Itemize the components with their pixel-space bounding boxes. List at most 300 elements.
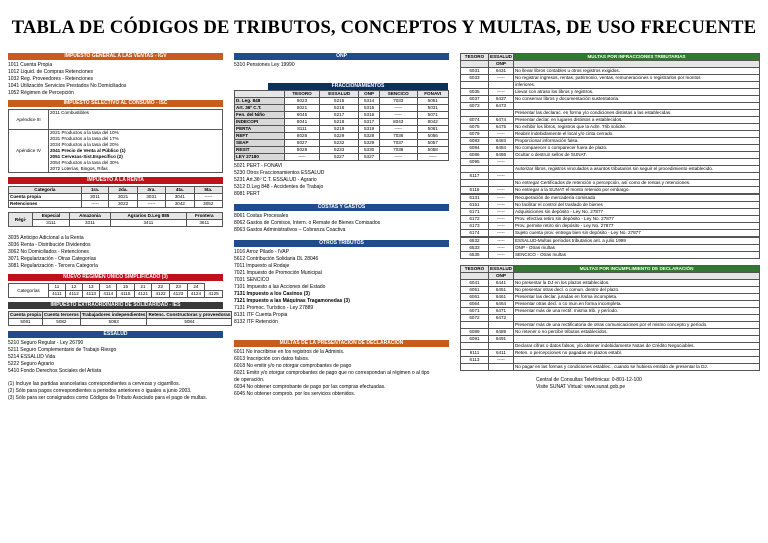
table-cell: 6172 — [461, 216, 489, 223]
table-cell: Presentar las declarac. en forma y/o condiciones distintas a las establecidas. — [513, 110, 759, 117]
table-cell: SENCICO - Otras multas — [513, 252, 759, 259]
table-row — [461, 343, 760, 350]
table-cell — [513, 315, 759, 322]
table-cell: 21 — [134, 284, 152, 291]
table-row — [235, 154, 449, 161]
table-cell: LEY 27180 — [235, 154, 285, 161]
table-cell: 6041 — [461, 280, 489, 287]
onp-item: 5310 Pensiones Ley 19990 — [234, 62, 295, 68]
table-cell: ONP — [359, 91, 380, 98]
frac-item: 5021 PERT - FONAVI — [234, 163, 283, 169]
essalud-header: ESSALUD — [8, 331, 223, 338]
table-cell: 5056 — [417, 133, 448, 140]
table-cell: ----- — [489, 252, 514, 259]
table-cell: 6086 — [461, 152, 489, 159]
isc-item: 2031 Productos a la tasa del 17% — [50, 136, 119, 141]
table-header: ESSALUD — [490, 54, 512, 59]
essalud-item: 5214 ESSALUD Vida — [8, 354, 56, 360]
otros-list — [234, 249, 449, 326]
renta-list — [8, 235, 223, 270]
table-cell: 23 — [169, 284, 187, 291]
table-row — [461, 238, 760, 245]
table-cell: 6151 — [461, 202, 489, 209]
table-cell: 7037 — [379, 140, 417, 147]
table-cell: 5082 — [42, 319, 80, 326]
contact-phone: Central de Consultas Telefónicas: 0-801-12-100 — [536, 377, 642, 383]
multa-item: 6013 Inscripción con datos falsos. — [234, 356, 310, 362]
table-cell — [461, 322, 489, 329]
table-cell: No pagar en las formas y condiciones establec., cuando se hubiera emitido de presentar la DJ. — [513, 364, 759, 371]
table-cell: 8028 — [284, 147, 319, 154]
column-middle — [234, 53, 449, 398]
table-cell: Ocultar o destruir sellos de SUNAT. — [513, 152, 759, 159]
table-cell: 6533 — [461, 245, 489, 252]
table-row — [235, 119, 449, 126]
table-row — [461, 216, 760, 223]
table-row — [235, 147, 449, 154]
essalud-item: 5210 Seguro Regular - Ley 26790 — [8, 340, 84, 346]
table-cell: 5227 — [320, 154, 359, 161]
table-cell: 3611 — [186, 220, 222, 227]
table-cell: 3021 — [109, 194, 137, 201]
table-row — [461, 315, 760, 322]
table-row — [235, 98, 449, 105]
table-row — [461, 287, 760, 294]
table-cell: Proporcionar información falsa. — [513, 138, 759, 145]
table-row — [461, 350, 760, 357]
table-cell: ----- — [489, 173, 514, 180]
table-cell: 5083 — [80, 319, 147, 326]
table-cell: 3022 — [109, 201, 137, 208]
table-row — [461, 336, 760, 343]
table-cell: Reten. o percepciones no pagadas en plazos establ. — [513, 350, 759, 357]
table-cell: D. Leg. 848 — [235, 98, 285, 105]
costas-item: 8062 Gastos de Comisos, Intern. o Remate de Bienes Comisados — [234, 220, 381, 226]
table-cell: 6037 — [461, 96, 489, 103]
table-row — [9, 201, 223, 208]
table-cell: 6486 — [489, 152, 514, 159]
table-cell: 8045 — [284, 112, 319, 119]
table-cell: No comparecer o comparecer fuera de plazo. — [513, 145, 759, 152]
table-cell: ----- — [489, 216, 514, 223]
table-cell: ----- — [489, 75, 514, 82]
multa-item: 6034 No obtener comprobante de pago por las compras efectuadas. — [234, 384, 386, 390]
table-cell: 8111 — [284, 126, 319, 133]
table-cell: No entregar a la SUNAT el monto retenido por embargo. — [513, 187, 759, 194]
table-cell: ----- — [284, 154, 319, 161]
table-row — [461, 124, 760, 131]
table-cell: 7038 — [379, 147, 417, 154]
table-cell — [513, 103, 759, 110]
table-cell: 5233 — [320, 147, 359, 154]
otros-item: 7131 Impuesto a los Casinos (3) — [234, 291, 310, 297]
table-cell: Declarar cifras o datos falsos, y/o obtener indebidamente Notas de Crédito Negociables. — [513, 343, 759, 350]
table-cell: 13 — [82, 284, 99, 291]
table-cell: 4112 — [65, 291, 82, 298]
table-cell: 6089 — [461, 329, 489, 336]
table-cell: 5215 — [320, 98, 359, 105]
table-row — [235, 91, 449, 98]
table-cell: Art. 36º C.T. — [235, 105, 285, 112]
table-cell: 6091 — [461, 336, 489, 343]
table-cell: Retenciones — [9, 201, 82, 208]
multa-item: 6011 No inscribirse en los registros de la Adminis. — [234, 349, 345, 355]
rus-header: NUEVO REGIMEN UNICO SIMPLIFICADO (3) — [8, 274, 223, 281]
table-row — [9, 187, 223, 194]
table-cell — [489, 343, 514, 350]
ies-table — [8, 311, 232, 326]
renta-header: IMPUESTO A LA RENTA — [8, 177, 223, 184]
table-cell: 5058 — [417, 147, 448, 154]
table-cell: ----- — [489, 245, 514, 252]
table-row — [461, 159, 760, 166]
table-row — [461, 145, 760, 152]
table-cell: 6084 — [461, 145, 489, 152]
table-cell: 5315 — [359, 105, 380, 112]
table-row — [461, 364, 760, 371]
isc-header: IMPUESTO SELECTIVO AL CONSUMO - ISC — [8, 100, 223, 107]
table-cell: 5319 — [359, 126, 380, 133]
table-row — [461, 230, 760, 237]
isc-item: 2021 Productos a la tasa del 10% — [50, 130, 119, 135]
multa-item: de operación. — [234, 377, 265, 383]
table-cell: 6437 — [489, 96, 514, 103]
table-cell: Fen. del Niño — [235, 112, 285, 119]
table-cell: Presentar declar. en lugares distintos a establecidos. — [513, 117, 759, 124]
table-header: ONP — [489, 273, 514, 280]
table-row — [461, 294, 760, 301]
contact-block — [536, 377, 760, 391]
table-cell: 6031 — [461, 68, 489, 75]
table-cell — [461, 110, 489, 117]
igv-item: 1012 Liquid. de Compras Retenciones — [8, 69, 94, 75]
table-row — [461, 329, 760, 336]
table-row — [9, 194, 223, 201]
table-cell — [489, 322, 514, 329]
multas-incumplimiento-table — [460, 265, 760, 371]
otros-item: 7101 Impuesto a las Acciones del Estado — [234, 284, 326, 290]
table-header: TESORO — [461, 54, 489, 61]
table-cell — [513, 173, 759, 180]
table-row — [461, 308, 760, 315]
table-cell: ----- — [489, 209, 514, 216]
table-cell: inferiores. — [513, 82, 759, 89]
table-cell: Presentar más de una rectificatoria de otras comunicaciones por el mismo concepto y período. — [513, 322, 759, 329]
table-row — [461, 68, 760, 75]
column-left — [8, 53, 231, 402]
table-cell: 6083 — [461, 138, 489, 145]
table-cell: ----- — [489, 230, 514, 237]
table-cell: ----- — [137, 201, 165, 208]
table-cell: 5071 — [417, 112, 448, 119]
table-cell: No llevar libros contables u otros registros exigidos. — [513, 68, 759, 75]
isc-item: 2054 Productos a la tasa del 30% — [50, 160, 119, 165]
table-row — [461, 173, 760, 180]
table-cell: 6491 — [489, 336, 514, 343]
table-cell: 5061 — [417, 126, 448, 133]
table-row — [9, 220, 223, 227]
table-cell: 5317 — [359, 119, 380, 126]
renta-item: 3081 Regularización - Tercera Categoría — [8, 263, 98, 269]
table-row — [461, 152, 760, 159]
table-cell — [489, 110, 514, 117]
table-cell: 5051 — [417, 98, 448, 105]
table-cell: 6111 — [461, 350, 489, 357]
contact-web: Visite SUNAT Virtual: www.sunat.gob.pe — [536, 384, 626, 390]
table-cell: 6074 — [461, 117, 489, 124]
table-cell: 14 — [100, 284, 117, 291]
table-cell — [461, 364, 489, 371]
table-cell: Agrarios D.Leg 885 — [111, 213, 186, 220]
table-cell: 6483 — [489, 138, 514, 145]
table-cell: ----- — [489, 159, 514, 166]
table-cell: 6532 — [461, 238, 489, 245]
multa-item: 6018 No emitir y/o no otorgar comprobantes de pago — [234, 363, 352, 369]
table-cell: Presentar otras decl. o co mun.en forma incompleta. — [513, 301, 759, 308]
table-cell: 6173 — [461, 223, 489, 230]
table-row — [461, 138, 760, 145]
otros-item: 8132 ITF Retención — [234, 319, 278, 325]
footnotes — [8, 381, 223, 402]
essalud-item: 5211 Seguro Complementario de Trabajo Riesgo — [8, 347, 117, 353]
table-cell: 6471 — [489, 308, 514, 315]
table-cell — [461, 343, 489, 350]
table-cell: 5327 — [359, 154, 380, 161]
table-header: TESORO — [461, 266, 489, 273]
table-row — [461, 266, 760, 273]
table-row — [9, 319, 232, 326]
table-header — [513, 273, 759, 280]
essalud-item: 5410 Fondo Derechos Sociales del Artista — [8, 368, 102, 374]
frac-table — [234, 90, 449, 161]
table-cell: 3052 — [194, 201, 222, 208]
table-row — [461, 103, 760, 110]
table-cell — [461, 180, 489, 187]
table-header: ONP — [489, 61, 514, 68]
table-cell — [461, 82, 489, 89]
table-cell — [235, 91, 285, 98]
table-cell — [513, 159, 759, 166]
otros-item: 7011 Impuesto al Rodaje — [234, 263, 290, 269]
table-cell — [489, 180, 514, 187]
table-row — [461, 187, 760, 194]
table-cell: 5314 — [359, 98, 380, 105]
table-cell: 3041 — [166, 194, 194, 201]
column-right — [460, 53, 760, 391]
table-cell: Especial — [33, 213, 69, 220]
table-cell: 6072 — [461, 315, 489, 322]
table-cell: 5232 — [320, 140, 359, 147]
table-row — [461, 82, 760, 89]
table-row — [9, 213, 223, 220]
table-cell: 8026 — [284, 133, 319, 140]
table-cell: 5ta. — [194, 187, 222, 194]
otros-item: 7121 Impuesto a las Máquinas Tragamonedas (3) — [234, 298, 350, 304]
table-row — [461, 301, 760, 308]
table-cell: INDECOPI — [235, 119, 285, 126]
table-cell: SENCICO — [379, 91, 417, 98]
multas-infracciones-table — [460, 53, 760, 259]
renta-item: 3035 Anticipo Adicional a la Renta — [8, 235, 84, 241]
table-cell: 3311 — [69, 220, 111, 227]
table-cell: 6174 — [461, 230, 489, 237]
table-row — [461, 166, 760, 173]
otros-item: 7031 SENCICO — [234, 277, 270, 283]
table-row — [461, 223, 760, 230]
table-cell: Régi- — [9, 213, 33, 227]
frac-item: 5312 D.Leg 848 - Accidentes de Trabajo — [234, 184, 324, 190]
table-header: MULTAS POR INCUMPLIMIENTO DE DECLARACIÓN — [513, 266, 759, 273]
table-cell: Amazonia — [69, 213, 111, 220]
table-row — [461, 209, 760, 216]
table-cell: 7033 — [379, 98, 417, 105]
table-row — [9, 312, 232, 319]
table-row — [461, 180, 760, 187]
table-cell: Prov. permite retiro sin depósito - Ley No. 27877 — [513, 223, 759, 230]
table-cell: 6113 — [461, 357, 489, 364]
table-row — [235, 140, 449, 147]
costas-item: 8061 Costas Procesales — [234, 213, 289, 219]
table-cell: No retener o no percibir tributos establecidos. — [513, 329, 759, 336]
table-cell: Recuperación de mercadería comisada — [513, 195, 759, 202]
table-cell: 6033 — [461, 75, 489, 82]
table-row — [461, 202, 760, 209]
table-cell: 8027 — [284, 140, 319, 147]
costas-item: 8063 Gastos Administrativos – Cobranza Coactiva — [234, 227, 346, 233]
table-cell: 6035 — [461, 89, 489, 96]
otros-item: 7021 Impuesto de Promoción Municipal — [234, 270, 322, 276]
table-row — [461, 117, 760, 124]
table-cell: 8041 — [284, 119, 319, 126]
table-cell: ----- — [379, 126, 417, 133]
multas-decl-header: MULTAS DE LA PRESENTACION DE DECLARACIÓN — [234, 340, 449, 347]
isc-item: 2051 Cervezas-Sist.Específico (2) — [50, 154, 123, 159]
table-cell: 15 — [117, 284, 134, 291]
table-cell: 6461 — [489, 294, 514, 301]
table-cell: 3ra. — [137, 187, 165, 194]
table-cell: 5031 — [417, 105, 448, 112]
table-cell: RESIT — [235, 147, 285, 154]
table-row — [461, 110, 760, 117]
table-cell: Presentar más de una rectif. misma trib. y período. — [513, 308, 759, 315]
table-cell: No registrar ingresos, rentas, patrimonio, ventas, remuneraciones o registrarlos por montos — [513, 75, 759, 82]
costas-list — [234, 213, 449, 234]
table-cell: 4ta. — [166, 187, 194, 194]
table-cell: No exhibir los libros, registros que la Adm. Trib solicite. — [513, 124, 759, 131]
table-row — [461, 252, 760, 259]
table-cell: Retenc. Constructoras y proveedoras — [148, 312, 231, 317]
renta-item: 3062 No Domiciliados - Retenciones — [8, 249, 89, 255]
table-cell: 8023 — [284, 98, 319, 105]
table-header — [513, 61, 759, 68]
table-cell: ----- — [489, 187, 514, 194]
table-cell: 6051 — [461, 287, 489, 294]
table-cell: 3011 — [81, 194, 109, 201]
table-row — [235, 105, 449, 112]
isc-item: 2072 Loterías, Bingos, Rifas — [50, 166, 108, 171]
table-row — [461, 245, 760, 252]
table-cell: FONAVI — [417, 91, 448, 98]
table-cell: 6484 — [489, 145, 514, 152]
table-cell: 6117 — [461, 173, 489, 180]
rus-table — [8, 283, 223, 298]
table-cell: Cuenta propia — [9, 194, 82, 201]
table-cell: 4115 — [117, 291, 134, 298]
frac-item: 5230 Otros Fraccionamientos ESSALUD — [234, 170, 325, 176]
frac-item: 8081 PERT — [234, 191, 260, 197]
table-cell: Reabrir indebidamente el local y/o cinta cerrado. — [513, 131, 759, 138]
table-cell: ----- — [379, 105, 417, 112]
table-cell: 6431 — [489, 68, 514, 75]
table-cell: Categorías — [9, 284, 49, 298]
otros-item: 7131 Promoc. Turístico - Ley 27889 — [234, 305, 314, 311]
table-cell: 6095 — [461, 159, 489, 166]
table-cell — [489, 364, 514, 371]
table-cell: ----- — [81, 201, 109, 208]
table-cell: 6131 — [461, 195, 489, 202]
table-header — [461, 61, 489, 68]
table-row — [461, 357, 760, 364]
table-cell: Sujeto cuenta prov. entrega bien sin depósito - Ley No. 27877 — [513, 230, 759, 237]
table-cell: No presentar otras decl. o comun. dentro del plazo. — [513, 287, 759, 294]
table-cell: 6464 — [489, 301, 514, 308]
table-cell: 3031 — [137, 194, 165, 201]
footnote: (2) Sólo para pagos correspondientes a periodos anteriores o iguales a junio 2003. — [8, 388, 192, 394]
table-cell: 6079 — [461, 131, 489, 138]
table-cell: 6118 — [461, 187, 489, 194]
table-cell — [489, 82, 514, 89]
table-cell: Frontera — [186, 213, 222, 220]
table-cell: Categoría — [9, 187, 82, 194]
table-cell: 5328 — [359, 133, 380, 140]
onp-header: ONP — [234, 53, 449, 60]
table-cell: PERTA — [235, 126, 285, 133]
table-cell: 4122 — [152, 291, 170, 298]
multa-item: 6045 No obtener comprob. por los servicios obtenidos. — [234, 391, 356, 397]
table-cell: 5216 — [320, 105, 359, 112]
table-cell: 6064 — [461, 301, 489, 308]
table-cell: ----- — [489, 238, 514, 245]
table-cell: ----- — [489, 202, 514, 209]
table-cell: 5229 — [320, 133, 359, 140]
igv-header: IMPUESTO GENERAL A LAS VENTAS - IGV — [8, 53, 223, 60]
table-row — [461, 54, 760, 61]
otros-item: 5612 Contribución Solidaria DL 28046 — [234, 256, 319, 262]
table-cell: 6061 — [461, 294, 489, 301]
table-cell: 3042 — [166, 201, 194, 208]
renta-table — [8, 186, 223, 208]
table-cell: ----- — [489, 131, 514, 138]
table-cell: 6474 — [489, 117, 514, 124]
frac-header: FRACCIONAMIENTOS — [268, 83, 448, 90]
table-cell: 5330 — [359, 147, 380, 154]
table-cell: 11 — [49, 284, 66, 291]
table-cell: Prov. efectiva retiro sin depósito - Ley No. 27877 — [513, 216, 759, 223]
multas-list — [234, 349, 449, 398]
table-cell: 4121 — [134, 291, 152, 298]
igv-item: 1032 Reg. Proveedores - Retenciones — [8, 76, 94, 82]
table-cell — [513, 357, 759, 364]
table-cell — [461, 166, 489, 173]
table-cell: Cuenta terceros — [43, 312, 79, 317]
table-cell: 5084 — [147, 319, 232, 326]
page-title: TABLA DE CÓDIGOS DE TRIBUTOS, CONCEPTOS Y MULTAS, DE USO FRECUENTE — [11, 18, 757, 38]
table-cell: ----- — [489, 357, 514, 364]
table-cell: Presentar las declar. juradas en forma incompleta. — [513, 294, 759, 301]
table-cell: No conservar libros y documentación sustentatoria. — [513, 96, 759, 103]
table-cell: 4124 — [187, 291, 205, 298]
multa-item: 6021 Emitir y/o otorgar comprobantes de pago que no correspondan al régimen o al tipo — [234, 370, 430, 376]
